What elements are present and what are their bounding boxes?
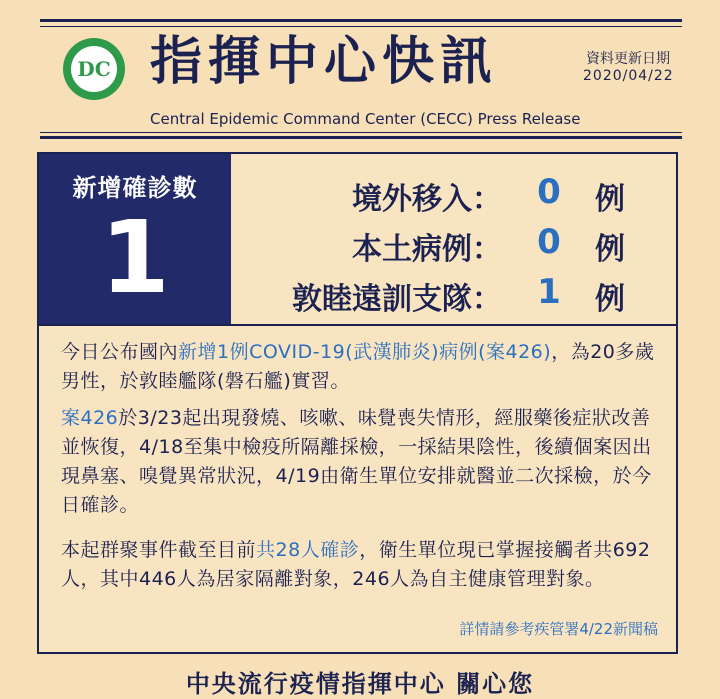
page-title: 指揮中心快訊: [150, 32, 499, 92]
cdc-logo-mark: DC: [71, 46, 117, 92]
update-date-label: 資料更新日期: [586, 51, 670, 67]
cdc-logo: [63, 38, 125, 100]
page-subtitle: Central Epidemic Command Center (CECC) Press Release: [150, 110, 581, 128]
header-rule-top-thick: [40, 19, 682, 22]
paragraph-case-history: [61, 404, 666, 520]
p1-text-c: ，為20多歲男性，於敦睦艦隊(磐石艦)實習。: [61, 341, 655, 392]
stat-row-imported: [239, 170, 659, 217]
reference-note: 詳情請參考疾管署4/22新聞稿: [459, 620, 658, 638]
stat-unit: 例: [595, 282, 625, 317]
new-cases-label: 新增確診數: [72, 174, 198, 202]
stat-unit: 例: [595, 182, 625, 217]
stat-label: 敦睦遠訓支隊：: [292, 282, 502, 317]
stat-label: 境外移入：: [352, 182, 502, 217]
stat-value: 1: [537, 272, 561, 312]
content-box: [37, 152, 678, 654]
update-date-value: 2020/04/22: [583, 68, 674, 84]
p2-highlight: 案426: [61, 407, 119, 429]
stat-row-local: [239, 220, 659, 267]
paragraph-new-case: [61, 338, 666, 396]
p3-text-a: 本起群聚事件截至目前: [61, 539, 257, 561]
stat-unit: 例: [595, 232, 625, 267]
new-cases-value: 1: [100, 199, 170, 316]
stat-value: 0: [537, 222, 561, 262]
new-cases-panel: [39, 154, 231, 324]
header-rule-bottom-thin: [40, 132, 682, 133]
p2-text-b: 於3/23起出現發燒、咳嗽、味覺喪失情形，經服藥後症狀改善並恢復，4/18至集中檢疫所隔離採檢，一採結果陰性，後續個案因出現鼻塞、嗅覺異常狀況，4/19由衛生單位安排就醫並二次採檢，於今日確診。: [61, 407, 652, 516]
paragraph-cluster-summary: [61, 536, 666, 594]
p1-highlight: 新增1例COVID-19(武漢肺炎)病例(案426): [178, 341, 552, 363]
header-rule-bottom-thick: [40, 136, 682, 139]
footer-slogan: 中央流行疫情指揮中心 關心您: [185, 670, 535, 698]
p3-text-c: ，衛生單位現已掌握接觸者共692人，其中446人為居家隔離對象，246人為自主健康管理對象。: [61, 539, 651, 590]
p1-text-a: 今日公布國內: [61, 341, 179, 363]
stat-label: 本土病例：: [352, 232, 502, 267]
p3-highlight: 共28人確診: [256, 539, 360, 561]
stat-row-navy-fleet: [239, 270, 659, 317]
stat-value: 0: [537, 172, 561, 212]
header-rule-top-thin: [40, 26, 682, 27]
box-divider: [39, 324, 676, 326]
